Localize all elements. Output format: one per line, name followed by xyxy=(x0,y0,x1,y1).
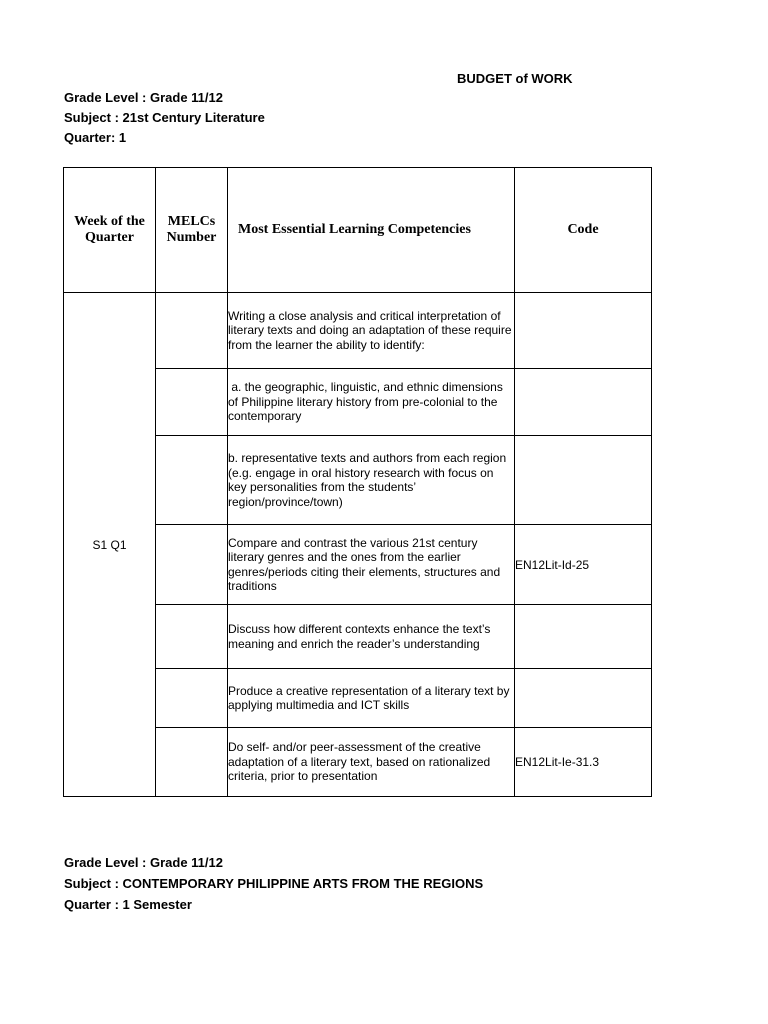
competency-cell: Discuss how different contexts enhance the text’s meaning and enrich the reader’s understanding xyxy=(228,605,515,669)
melcs-cell xyxy=(156,605,228,669)
code-cell xyxy=(515,669,652,728)
melcs-cell xyxy=(156,728,228,797)
subject-label-2: Subject : CONTEMPORARY PHILIPPINE ARTS FROM THE REGIONS xyxy=(64,876,484,891)
code-cell: EN12Lit-Id-25 xyxy=(515,525,652,605)
week-cell: S1 Q1 xyxy=(64,293,156,797)
competency-cell: Writing a close analysis and critical interpretation of literary texts and doing an adaptation of these require from the learner the ability to identify: xyxy=(228,293,515,369)
grade-level-label: Grade Level : Grade 11/12 xyxy=(64,90,223,105)
table-row xyxy=(64,293,652,369)
table-header-row xyxy=(64,168,652,293)
melcs-cell xyxy=(156,369,228,436)
header-code: Code xyxy=(515,168,652,293)
subject-label: Subject : 21st Century Literature xyxy=(64,110,265,125)
competency-cell: b. representative texts and authors from each region (e.g. engage in oral history research with focus on key personalities from the students’ region/province/town) xyxy=(228,436,515,525)
melcs-cell xyxy=(156,525,228,605)
code-cell: EN12Lit-Ie-31.3 xyxy=(515,728,652,797)
competency-cell: Produce a creative representation of a literary text by applying multimedia and ICT skills xyxy=(228,669,515,728)
grade-level-label-2: Grade Level : Grade 11/12 xyxy=(64,855,223,870)
code-cell xyxy=(515,605,652,669)
document-title: BUDGET of WORK xyxy=(457,71,573,86)
header-week-of-quarter: Week of the Quarter xyxy=(64,168,156,293)
header-competencies: Most Essential Learning Competencies xyxy=(228,168,515,293)
code-cell xyxy=(515,369,652,436)
quarter-label-2: Quarter : 1 Semester xyxy=(64,897,192,912)
competency-cell: Do self- and/or peer-assessment of the creative adaptation of a literary text, based on rationalized criteria, prior to presentation xyxy=(228,728,515,797)
melcs-cell xyxy=(156,436,228,525)
quarter-label: Quarter: 1 xyxy=(64,130,127,145)
code-cell xyxy=(515,436,652,525)
header-melcs-number: MELCs Number xyxy=(156,168,228,293)
code-cell xyxy=(515,293,652,369)
budget-of-work-table xyxy=(63,167,652,797)
melcs-cell xyxy=(156,293,228,369)
melcs-cell xyxy=(156,669,228,728)
competency-cell: a. the geographic, linguistic, and ethnic dimensions of Philippine literary history from pre-colonial to the contemporary xyxy=(228,369,515,436)
competency-cell: Compare and contrast the various 21st century literary genres and the ones from the earlier genres/periods citing their elements, structures and traditions xyxy=(228,525,515,605)
